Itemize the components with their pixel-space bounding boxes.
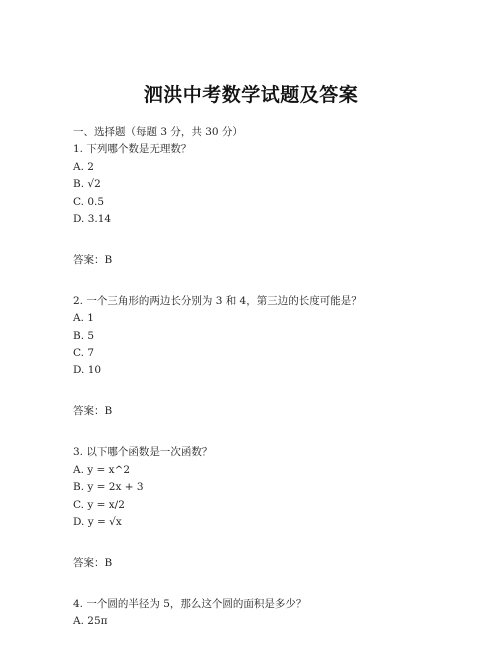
- option-b: B. 5: [73, 329, 95, 342]
- option-d: D. y = √x: [73, 516, 122, 529]
- question-text: 4. 一个圆的半径为 5，那么这个圆的面积是多少？: [73, 597, 307, 610]
- option-b: B. √2: [73, 178, 101, 191]
- option-d: D. 3.14: [73, 212, 112, 225]
- question-text: 3. 以下哪个函数是一次函数？: [73, 446, 213, 459]
- answer-text: 答案：B: [73, 405, 113, 418]
- option-a: A. 1: [73, 312, 94, 325]
- answer-text: 答案：B: [73, 253, 113, 266]
- question-text: 1. 下列哪个数是无理数？: [73, 143, 192, 156]
- exam-content: [73, 124, 473, 631]
- option-c: C. 0.5: [73, 195, 105, 208]
- answer-text: 答案：B: [73, 557, 113, 569]
- option-c: C. y = x/2: [73, 498, 125, 511]
- section-heading: 一、选择题（每题 3 分，共 30 分）: [73, 126, 243, 138]
- option-d: D. 10: [73, 364, 102, 377]
- option-a: A. 25π: [73, 615, 108, 628]
- option-c: C. 7: [73, 347, 95, 360]
- question-text: 2. 一个三角形的两边长分别为 3 和 4，第三边的长度可能是？: [73, 294, 362, 307]
- document-title: 泗洪中考数学试题及答案: [143, 84, 359, 106]
- option-a: A. y = x^2: [73, 463, 131, 476]
- option-a: A. 2: [73, 160, 94, 173]
- option-b: B. y = 2x + 3: [73, 481, 144, 494]
